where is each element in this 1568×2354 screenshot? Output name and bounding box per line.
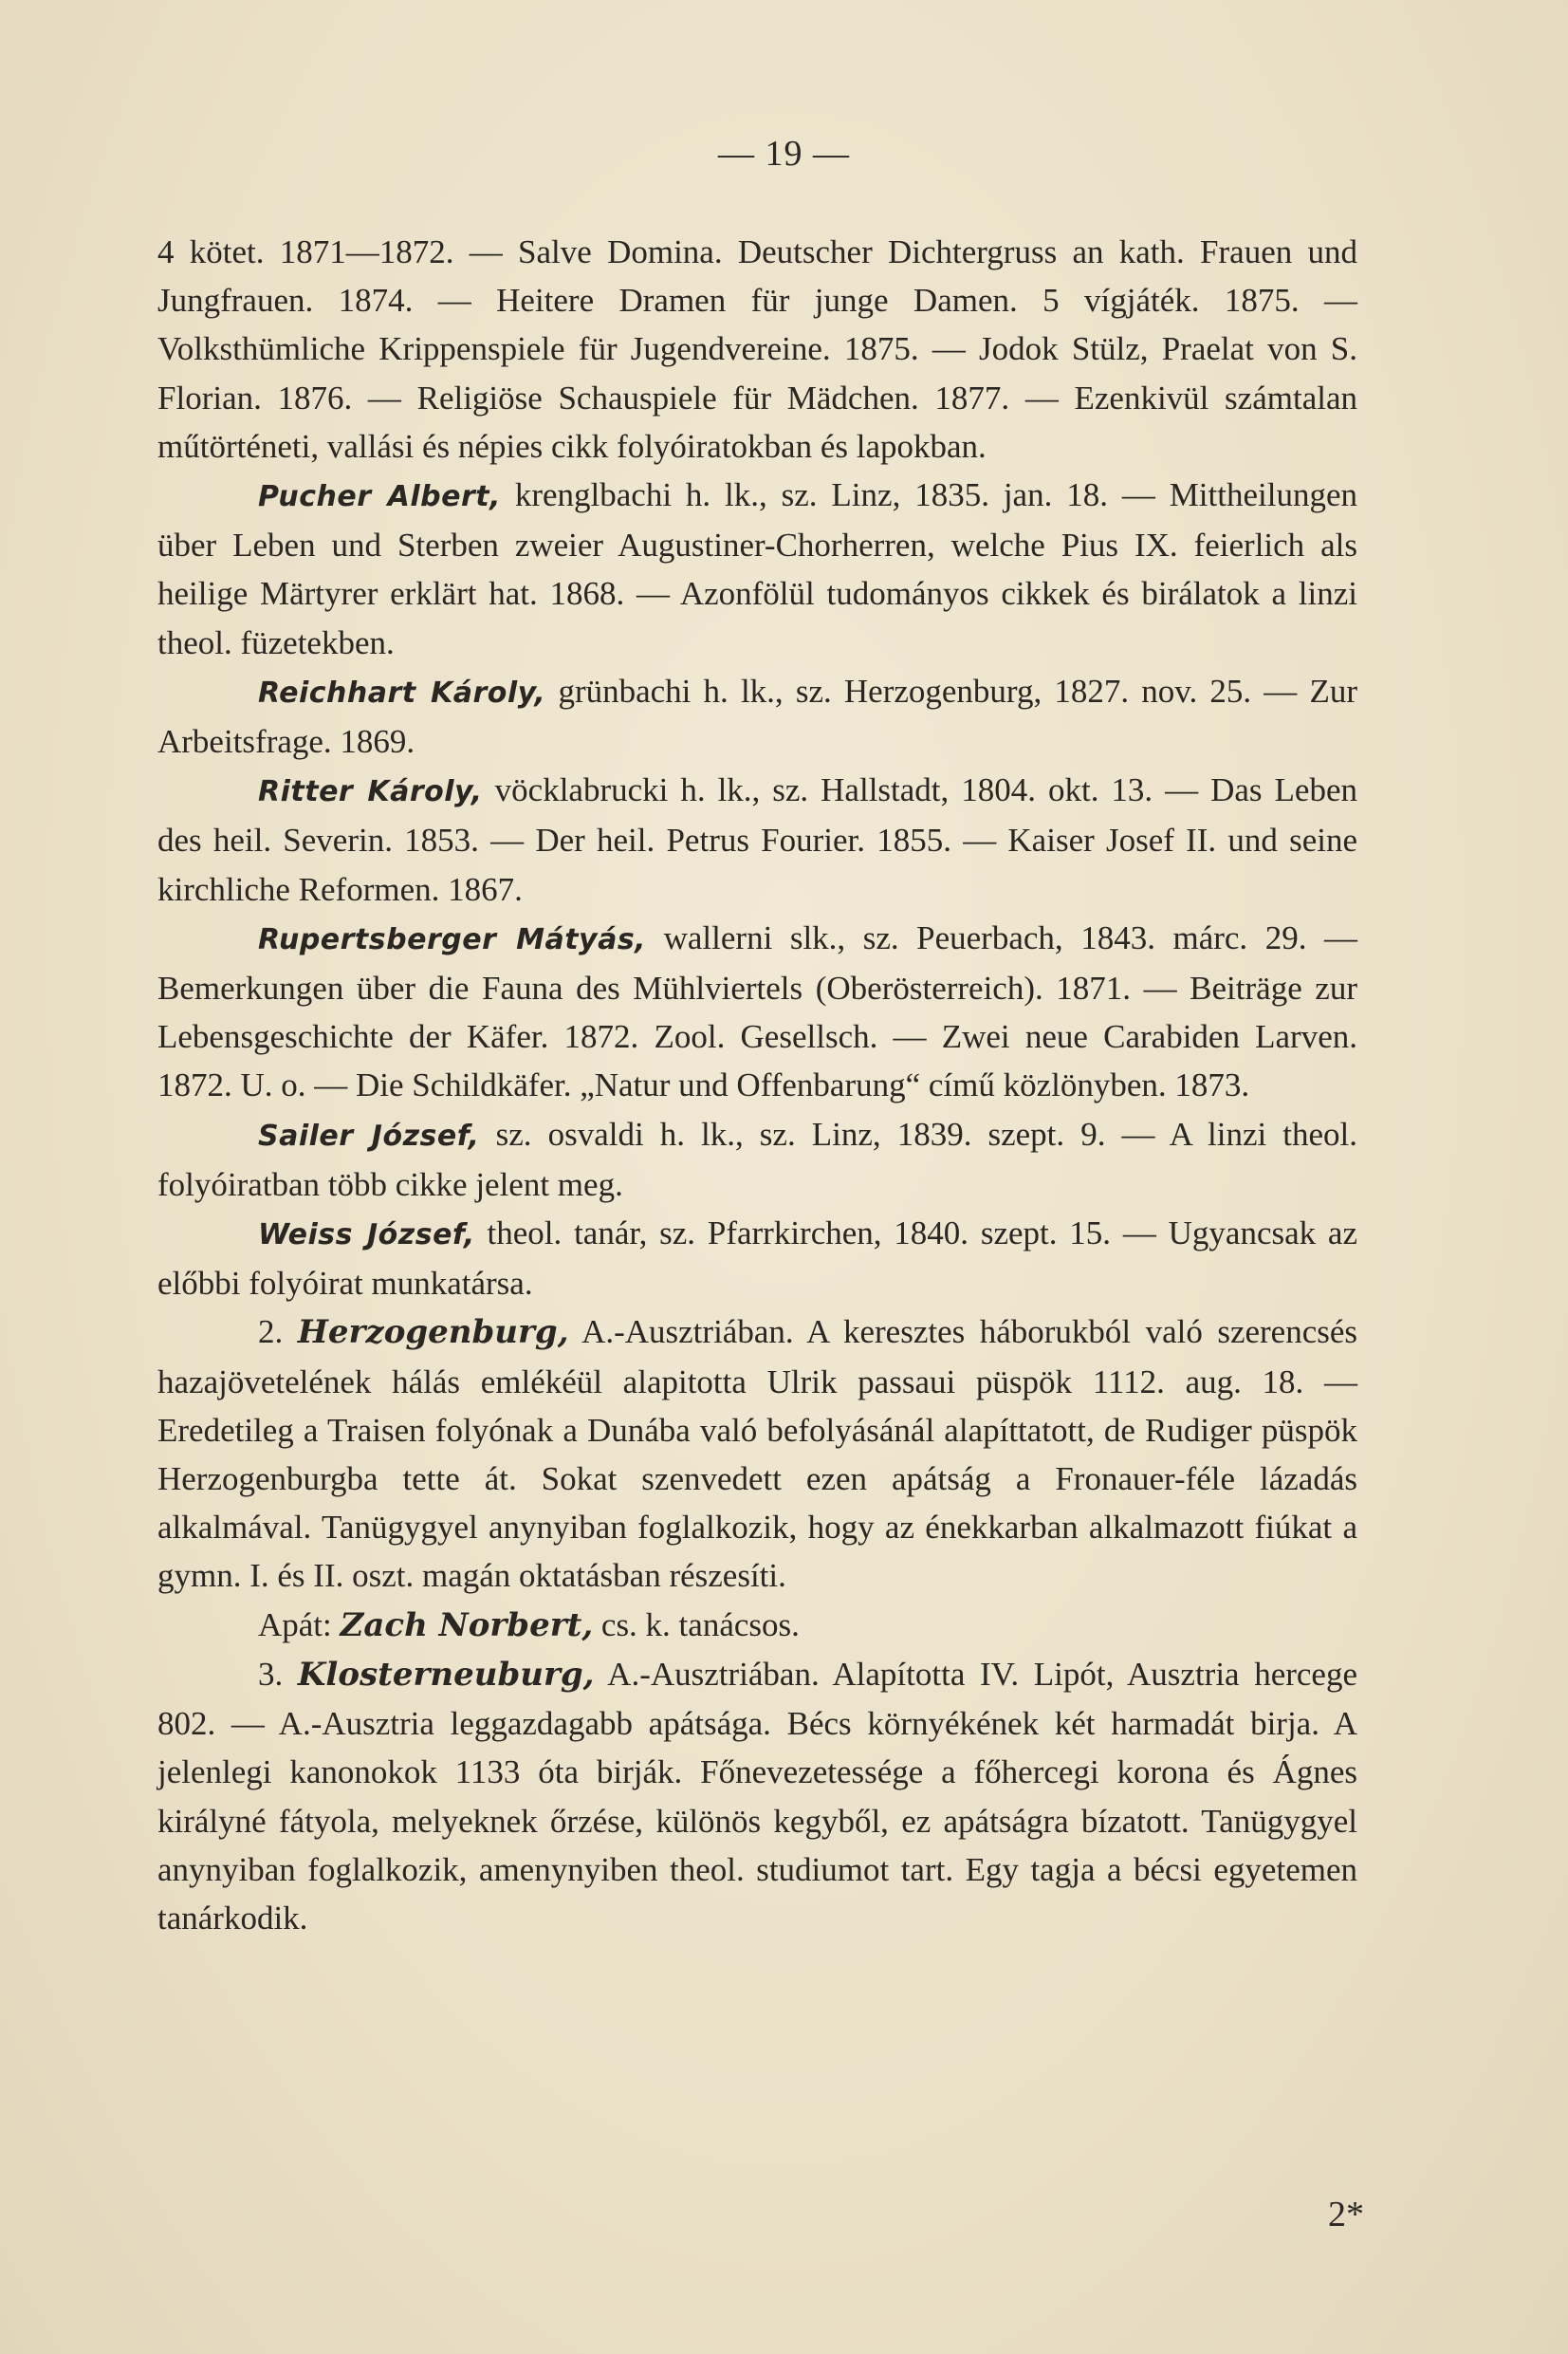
place-name: Herzogenburg, xyxy=(297,1313,569,1352)
text-run: Apát: xyxy=(258,1605,341,1643)
place-name: Klosterneuburg, xyxy=(297,1655,595,1694)
text-run: 4 kötet. 1871—1872. — Salve Domina. Deutscher Dichtergruss an kath. Frauen und Jungfrauen. 1874. — Heitere Dramen für junge Damen. 5 vígjáték. 1875. — Volksthümliche Krippenspiele für Jugendvereine. 1875. — Jodok Stülz, Praelat von S. Florian. 1876. — Religiöse Schauspiele für Mädchen. 1877. — Ezenkivül számtalan műtörténeti, vallási és népies cikk folyóiratokban és lapokban. xyxy=(157,233,1357,465)
text-run: sz. osvaldi h. lk., sz. Linz, 1839. szept. 9. — A linzi theol. folyóiratban több cikke jelent meg. xyxy=(157,1115,1358,1203)
section-number: 3. xyxy=(258,1655,298,1693)
section-herzogenburg xyxy=(157,1307,1357,1600)
paragraph-pucher xyxy=(157,471,1357,667)
person-name: Reichhart Károly, xyxy=(258,676,546,710)
text-run: theol. tanár, sz. Pfarrkirchen, 1840. szept. 15. — Ugyancsak az előbbi folyóirat munkatársa. xyxy=(157,1214,1357,1303)
text-run: wallerni slk., sz. Peuerbach, 1843. márc. 29. — Bemerkungen über die Fauna des Mühlviertels (Oberösterreich). 1871. — Beiträge zur Lebensgeschichte der Käfer. 1872. Zool. Gesellsch. — Zwei neue Carabiden Larven. 1872. U. o. — Die Schildkäfer. „Natur und Offenbarung“ című közlönyben. 1873. xyxy=(157,918,1357,1104)
person-name: Rupertsberger Mátyás, xyxy=(258,922,647,956)
person-name: Pucher Albert, xyxy=(258,480,501,514)
person-name: Sailer József, xyxy=(258,1119,480,1153)
page-number: — 19 — xyxy=(718,134,850,174)
person-name: Weiss József, xyxy=(258,1218,475,1252)
body-text xyxy=(157,228,1357,1942)
printer-signature-mark: 2* xyxy=(1328,2195,1364,2234)
text-run: A.-Ausztriában. A keresztes háborukból való szerencsés hazajövetelének hálás emlékéül alapitotta Ulrik passaui püspök 1112. aug. 18. — Eredetileg a Traisen folyónak a Dunába való befolyásánál alapíttatott, de Rudiger püspök Herzogenburgba tette át. Sokat szenvedett ezen apátság a Fronauer-féle lázadás alkalmával. Tanügygyel anynyiban foglalkozik, hogy az énekkarban alkalmazott fiúkat a gymn. I. és II. oszt. magán oktatásban részesíti. xyxy=(157,1313,1358,1595)
text-run: krenglbachi h. lk., sz. Linz, 1835. jan. 18. — Mittheilungen über Leben und Sterben zweier Augustiner-Chorherren, welche Pius IX. feierlich als heilige Märtyrer erklärt hat. 1868. — Azonfölül tudományos cikkek és birálatok a linzi theol. füzetekben. xyxy=(157,476,1358,661)
text-run: cs. k. tanácsos. xyxy=(593,1605,800,1643)
paragraph-0 xyxy=(157,228,1357,471)
paragraph-rupertsberger xyxy=(157,914,1357,1110)
section-klosterneuburg xyxy=(157,1650,1357,1942)
text-run: grünbachi h. lk., sz. Herzogenburg, 1827. nov. 25. — Zur Arbeitsfrage. 1869. xyxy=(157,672,1357,761)
person-name: Zach Norbert, xyxy=(340,1605,594,1644)
paragraph-reichhart xyxy=(157,667,1357,766)
section-number: 2. xyxy=(258,1313,298,1351)
paragraph-weiss xyxy=(157,1209,1357,1307)
person-name: Ritter Károly, xyxy=(258,775,483,809)
text-run: vöcklabrucki h. lk., sz. Hallstadt, 1804. okt. 13. — Das Leben des heil. Severin. 1853. — Der heil. Petrus Fourier. 1855. — Kaiser Josef II. und seine kirchliche Reformen. 1867. xyxy=(157,771,1357,908)
paragraph-sailer xyxy=(157,1110,1357,1209)
text-run: A.-Ausztriában. Alapította IV. Lipót, Ausztria hercege 802. — A.-Ausztria leggazdagabb apátsága. Bécs környékének két harmadát birja. A jelenlegi kanonokok 1133 óta birják. Főnevezetessége a főhercegi korona és Ágnes királyné fátyola, melyeknek őrzése, különös kegyből, ez apátságra bízatott. Tanügygyel anynyiban foglalkozik, amenynyiben theol. studiumot tart. Egy tagja a bécsi egyetemen tanárkodik. xyxy=(157,1655,1358,1937)
paragraph-abbot xyxy=(157,1601,1357,1650)
paragraph-ritter xyxy=(157,766,1357,914)
